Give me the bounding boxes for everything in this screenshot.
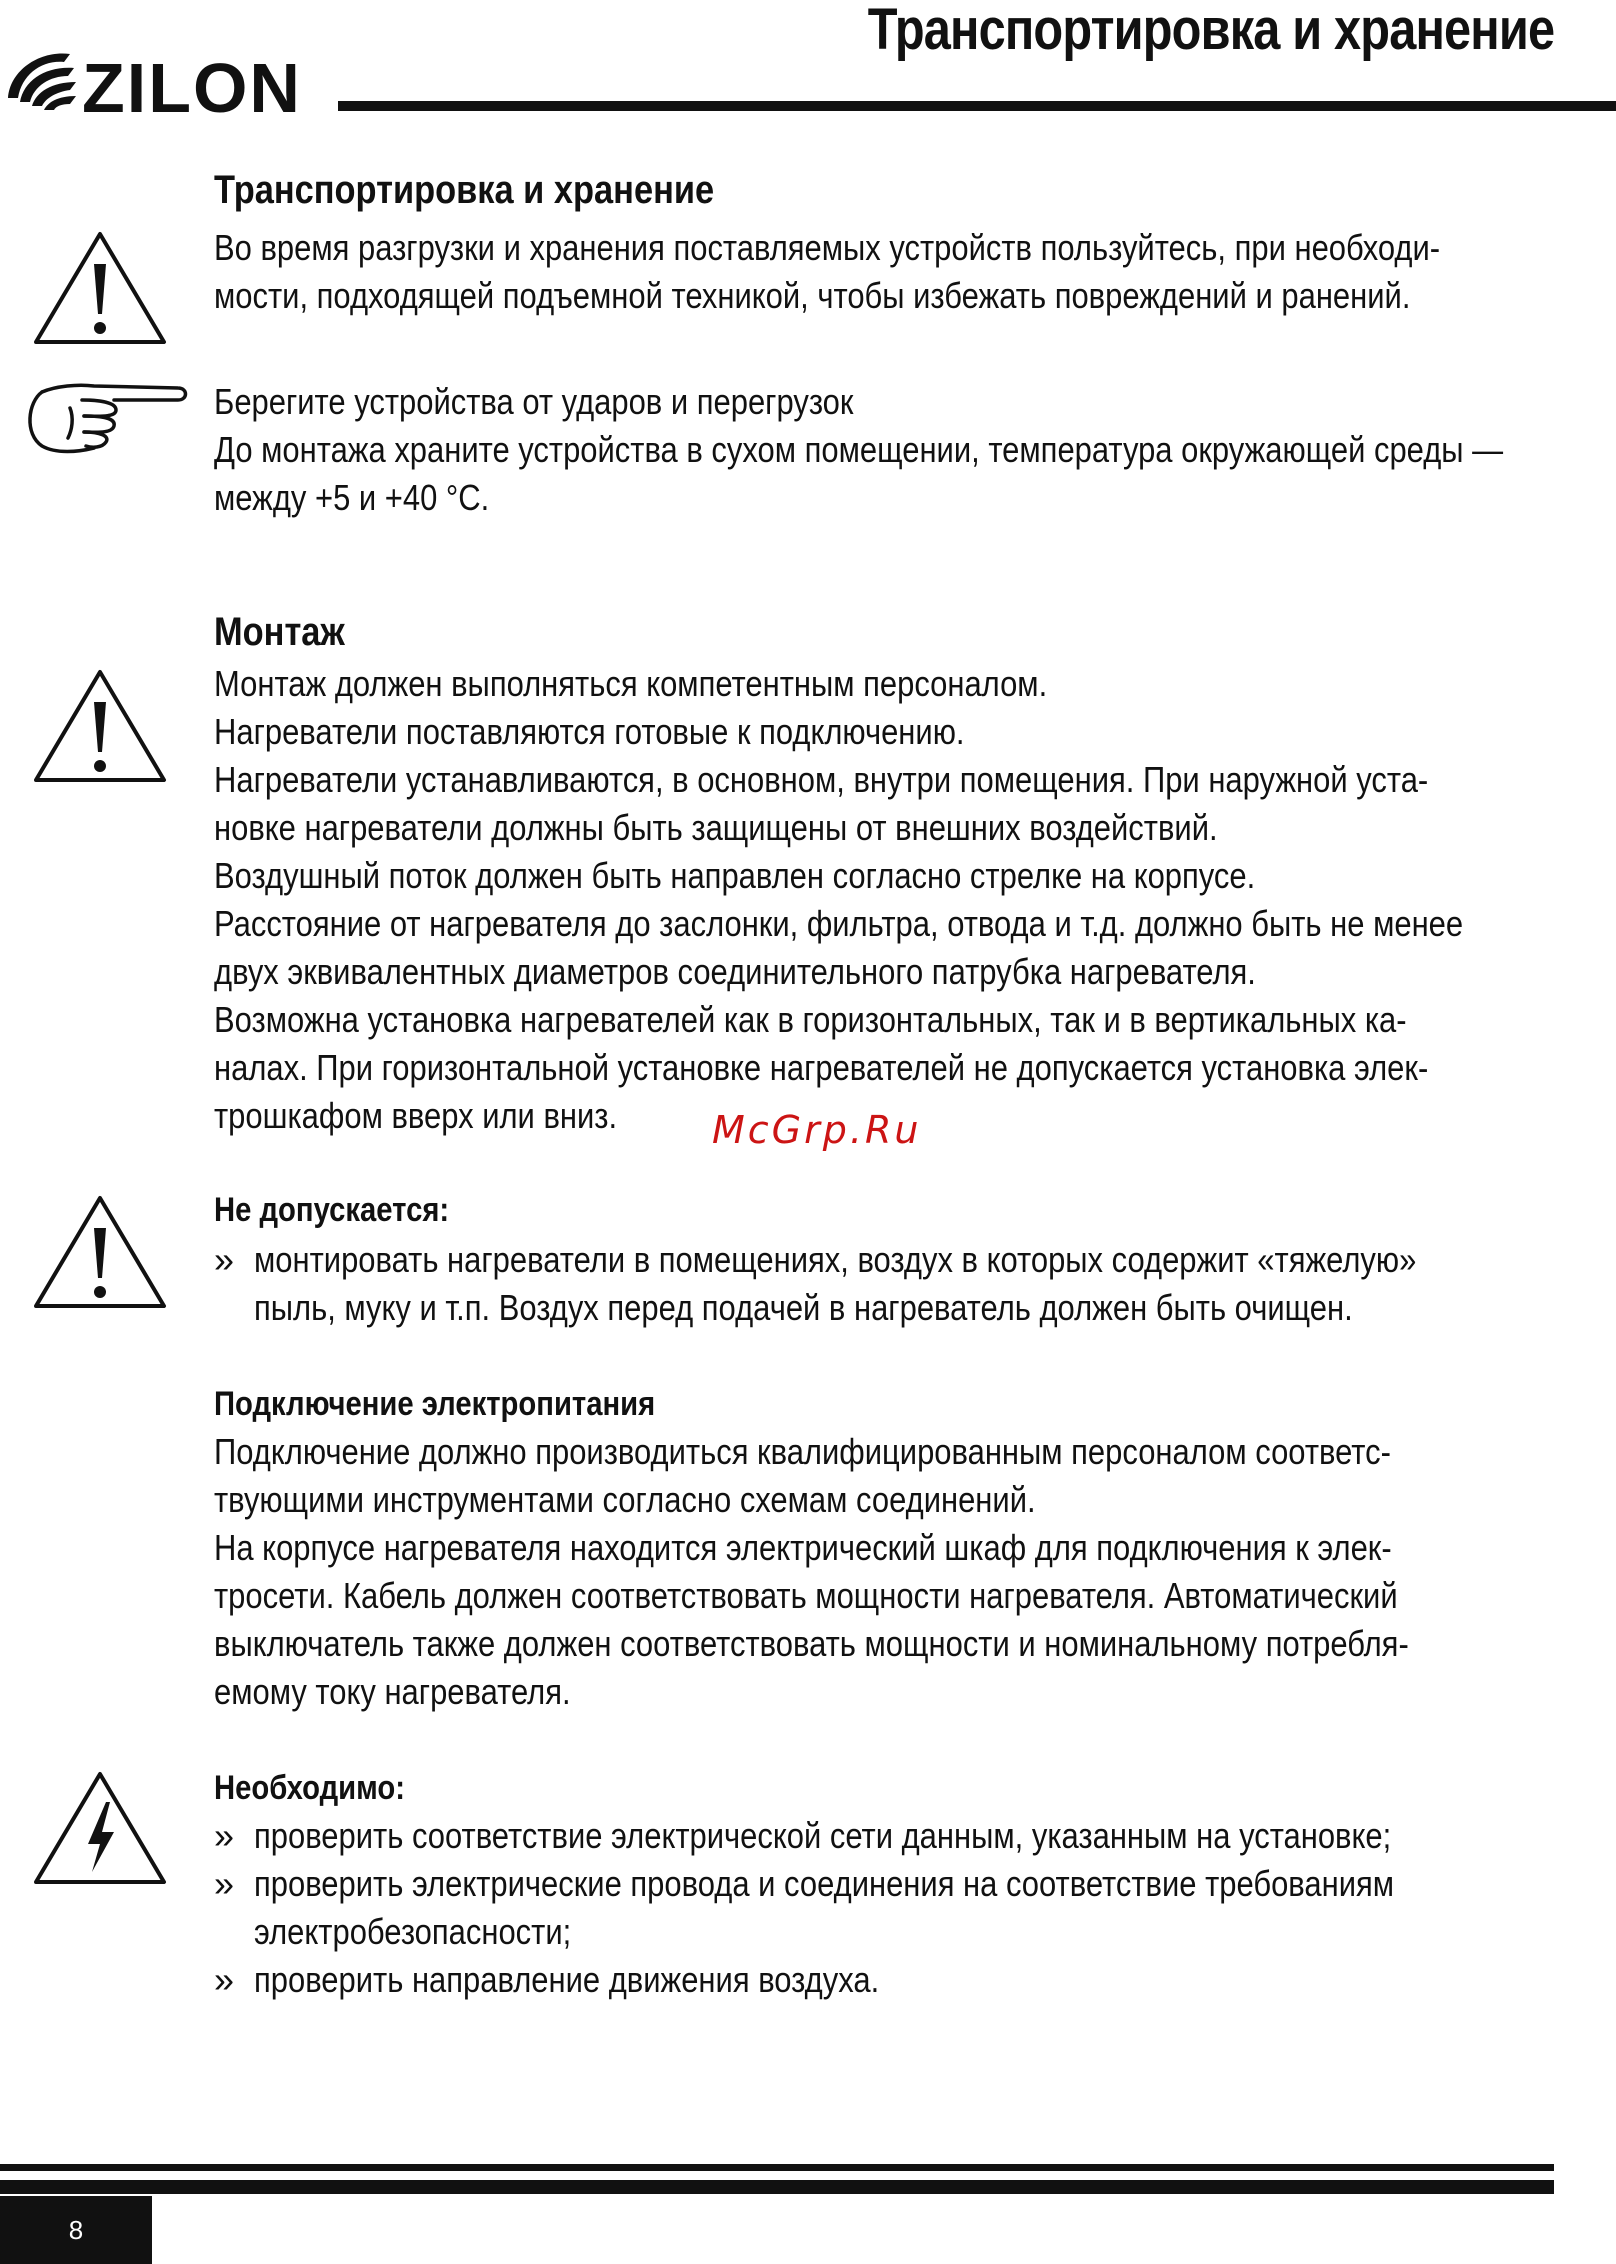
text-line: двух эквивалентных диаметров соединительного патрубка нагревателя. (214, 951, 1256, 992)
text-line: Берегите устройства от ударов и перегрузок (214, 381, 854, 422)
page-title: Транспортировка и хранение (867, 0, 1554, 62)
list-item (214, 1236, 1554, 1332)
zilon-logo (0, 40, 330, 120)
watermark: McGrp.Ru (712, 1108, 922, 1152)
section-heading: Не допускается: (214, 1191, 450, 1229)
text-line: новке нагреватели должны быть защищены от внешних воздействий. (214, 807, 1218, 848)
power-text (214, 1428, 1554, 1716)
bullet-mark: » (214, 1959, 235, 2000)
warning-triangle-icon (30, 228, 170, 348)
text-line: твующими инструментами согласно схемам соединений. (214, 1479, 1036, 1520)
required-section (214, 1764, 1554, 1812)
prohibited-section (214, 1186, 1554, 1234)
required-list (214, 1812, 1554, 2004)
header-rule (338, 101, 1616, 111)
transport-warning-text (214, 224, 1554, 320)
section-heading: Монтаж (214, 610, 345, 654)
transport-section (214, 164, 1554, 216)
text-line: Возможна установка нагревателей как в горизонтальных, так и в вертикальных ка- (214, 999, 1407, 1040)
text-line: Воздушный поток должен быть направлен согласно стрелке на корпусе. (214, 855, 1256, 896)
text-line: выключатель также должен соответствовать мощности и номинальному потребля- (214, 1623, 1409, 1664)
text-line: трошкафом вверх или вниз. (214, 1095, 618, 1136)
text-line: тросети. Кабель должен соответствовать мощности нагревателя. Автоматический (214, 1575, 1398, 1616)
section-heading: Транспортировка и хранение (214, 168, 715, 212)
text-line: налах. При горизонтальной установке нагревателей не допускается установка элек- (214, 1047, 1429, 1088)
list-item (214, 1956, 1554, 2004)
power-section (214, 1380, 1554, 1428)
text-line: На корпусе нагревателя находится электрический шкаф для подключения к элек- (214, 1527, 1392, 1568)
warning-triangle-icon (30, 1192, 170, 1312)
transport-note-text (214, 378, 1554, 522)
bullet-mark: » (214, 1863, 235, 1904)
text-line: Монтаж должен выполняться компетентным персоналом. (214, 663, 1048, 704)
mounting-section (214, 606, 1554, 658)
text-line: мости, подходящей подъемной техникой, чтобы избежать повреждений и ранений. (214, 275, 1411, 316)
mounting-text (214, 660, 1554, 1140)
section-heading: Необходимо: (214, 1769, 405, 1807)
section-heading: Подключение электропитания (214, 1385, 656, 1423)
text-line: До монтажа храните устройства в сухом помещении, температура окружающей среды — (214, 429, 1504, 470)
warning-triangle-icon (30, 666, 170, 786)
text-line: Нагреватели устанавливаются, в основном, внутри помещения. При наружной уста- (214, 759, 1429, 800)
footer-rule (0, 2164, 1554, 2171)
electrical-hazard-icon (30, 1768, 170, 1888)
text-line: Расстояние от нагревателя до заслонки, фильтра, отвода и т.д. должно быть не менее (214, 903, 1464, 944)
text-line: между +5 и +40 °С. (214, 477, 490, 518)
text-line: Во время разгрузки и хранения поставляемых устройств пользуйтесь, при необходи- (214, 227, 1441, 268)
text-line: Подключение должно производиться квалифицированным персоналом соответс- (214, 1431, 1391, 1472)
list-item (214, 1812, 1554, 1860)
text-line: пыль, муку и т.п. Воздух перед подачей в нагреватель должен быть очищен. (254, 1287, 1353, 1328)
text-line: емому току нагревателя. (214, 1671, 571, 1712)
bullet-mark: » (214, 1239, 235, 1280)
footer-rule (0, 2180, 1554, 2194)
pointing-hand-icon (22, 378, 192, 458)
bullet-mark: » (214, 1815, 235, 1856)
text-line: электробезопасности; (254, 1911, 572, 1952)
text-line: проверить соответствие электрической сети данным, указанным на установке; (254, 1815, 1392, 1856)
logo-text: ZILON (82, 49, 302, 120)
text-line: проверить электрические провода и соединения на соответствие требованиям (254, 1863, 1395, 1904)
list-item (214, 1860, 1554, 1956)
logo-swoosh-icon (8, 53, 76, 110)
text-line: Нагреватели поставляются готовые к подключению. (214, 711, 965, 752)
text-line: монтировать нагреватели в помещениях, воздух в которых содержит «тяжелую» (254, 1239, 1417, 1280)
prohibited-list (214, 1236, 1554, 1332)
text-line: проверить направление движения воздуха. (254, 1959, 880, 2000)
page-number: 8 (0, 2196, 152, 2264)
